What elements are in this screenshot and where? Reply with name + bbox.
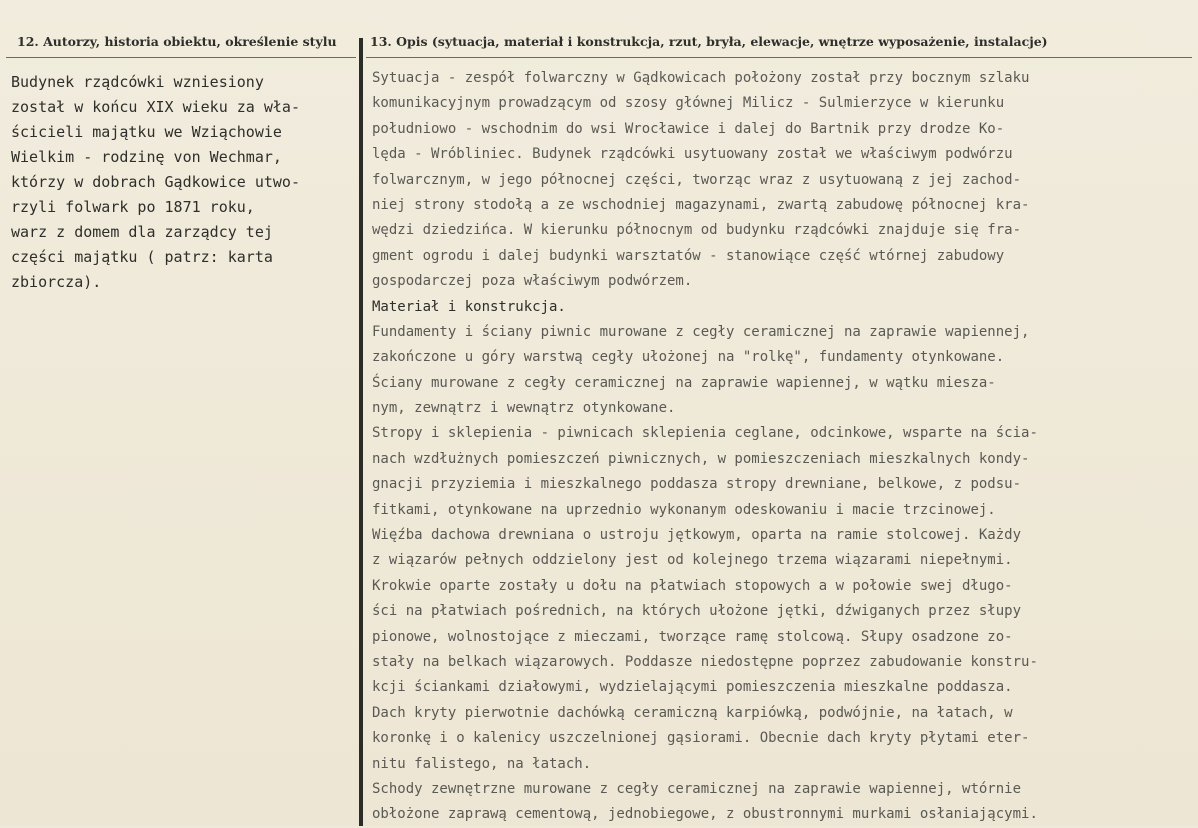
- text-line: z wiązarów pełnych oddzielony jest od kolejnego trzema wiązarami niepełnymi.: [372, 552, 1013, 569]
- text-line: fitkami, otynkowane na uprzednio wykonanym odeskowaniu i macie trzcinowej.: [372, 501, 996, 518]
- text-line: koronkę i o kalenicy uszczelnionej gąsiorami. Obecnie dach kryty płytami eter-: [372, 730, 1030, 747]
- text-line: gnacji przyziemia i mieszkalnego poddasza stropy drewniane, belkowe, z podsu-: [372, 476, 1022, 493]
- text-line: ści na płatwiach pośrednich, na których ułożone jętki, dźwiganych przez słupy: [372, 603, 1022, 620]
- text-line: komunikacyjnym prowadzącym od szosy głównej Milicz - Sulmierzyce w kierunku: [372, 95, 1005, 112]
- text-line: folwarcznym, w jego północnej części, tworząc wraz z usytuowaną z jej zachod-: [372, 171, 1022, 188]
- text-line: gospodarczej poza właściwym podwórzem.: [372, 273, 693, 290]
- text-line: Dach kryty pierwotnie dachówką ceramiczną karpiówką, podwójnie, na łatach, w: [372, 704, 1013, 721]
- text-line: warz z domem dla zarządcy tej: [11, 223, 273, 241]
- text-line: gment ogrodu i dalej budynki warsztatów - stanowiące część wtórnej zabudowy: [372, 247, 1005, 264]
- text-line: zakończone u góry warstwą cegły ułożonej na "rolkę", fundamenty otynkowane.: [372, 349, 1005, 366]
- text-line: Budynek rządcówki wzniesiony: [11, 73, 264, 91]
- text-line: pionowe, wolnostojące z mieczami, tworzące ramę stolcową. Słupy osadzone zo-: [372, 628, 1013, 645]
- header-rule-left: [6, 57, 356, 58]
- text-line: Krokwie oparte zostały u dołu na płatwiach stopowych a w połowie swej długo-: [372, 577, 1013, 594]
- text-line: którzy w dobrach Gądkowice utwo-: [11, 173, 300, 191]
- column-divider: [359, 38, 363, 826]
- section-13-header: 13. Opis (sytuacja, materiał i konstrukcja, rzut, bryła, elewacje, wnętrze wyposażenie, instalacje): [370, 34, 1048, 49]
- text-line: lęda - Wróbliniec. Budynek rządcówki usytuowany został we właściwym podwórzu: [372, 146, 1013, 163]
- text-line: Sytuacja - zespół folwarczny w Gądkowicach położony został przy bocznym szlaku: [372, 70, 1030, 86]
- text-line: Schody zewnętrzne murowane z cegły ceramicznej na zaprawie wapiennej, wtórnie: [372, 780, 1022, 797]
- text-line: zbiorcza).: [11, 273, 102, 291]
- text-line: nitu falistego, na łatach.: [372, 755, 592, 772]
- text-line: Ściany murowane z cegły ceramicznej na zaprawie wapiennej, w wątku miesza-: [372, 374, 996, 391]
- section-12-header: 12. Autorzy, historia obiektu, określenie stylu: [17, 34, 337, 49]
- text-line: Stropy i sklepienia - piwnicach sklepienia ceglane, odcinkowe, wsparte na ścia-: [372, 425, 1038, 442]
- text-line: wędzi dziedzińca. W kierunku północnym od budynku rządcówki znajduje się fra-: [372, 222, 1022, 239]
- history-text: [11, 70, 351, 295]
- text-line: został w końcu XIX wieku za wła-: [11, 98, 300, 116]
- description-text: [372, 66, 1192, 828]
- text-line: obłożone zaprawą cementową, jednobiegowe, z obustronnymi murkami osłaniającymi.: [372, 806, 1038, 823]
- subheading-line: Materiał i konstrukcja.: [372, 298, 566, 315]
- text-line: ścicieli majątku we Wziąchowie: [11, 123, 282, 141]
- text-line: Fundamenty i ściany piwnic murowane z cegły ceramicznej na zaprawie wapiennej,: [372, 323, 1030, 340]
- text-line: nym, zewnątrz i wewnątrz otynkowane.: [372, 400, 676, 417]
- text-line: nach wzdłużnych pomieszczeń piwnicznych, w pomieszczeniach mieszkalnych kondy-: [372, 450, 1030, 467]
- text-line: Więźba dachowa drewniana o ustroju jętkowym, oparta na ramie stolcowej. Każdy: [372, 527, 1022, 544]
- text-line: stały na belkach wiązarowych. Poddasze niedostępne poprzez zabudowanie konstru-: [372, 653, 1038, 670]
- text-line: części majątku ( patrz: karta: [11, 248, 273, 266]
- text-line: niej strony stodołą a ze wschodniej magazynami, zwartą zabudowę północnej kra-: [372, 196, 1030, 213]
- header-rule-right: [366, 57, 1192, 58]
- text-line: Wielkim - rodzinę von Wechmar,: [11, 148, 282, 166]
- text-line: południowo - wschodnim do wsi Wrocławice i dalej do Bartnik przy drodze Ko-: [372, 120, 1005, 137]
- text-line: kcji ściankami działowymi, wydzielającymi pomieszczenia mieszkalne poddasza.: [372, 679, 1013, 696]
- text-line: rzyli folwark po 1871 roku,: [11, 198, 255, 216]
